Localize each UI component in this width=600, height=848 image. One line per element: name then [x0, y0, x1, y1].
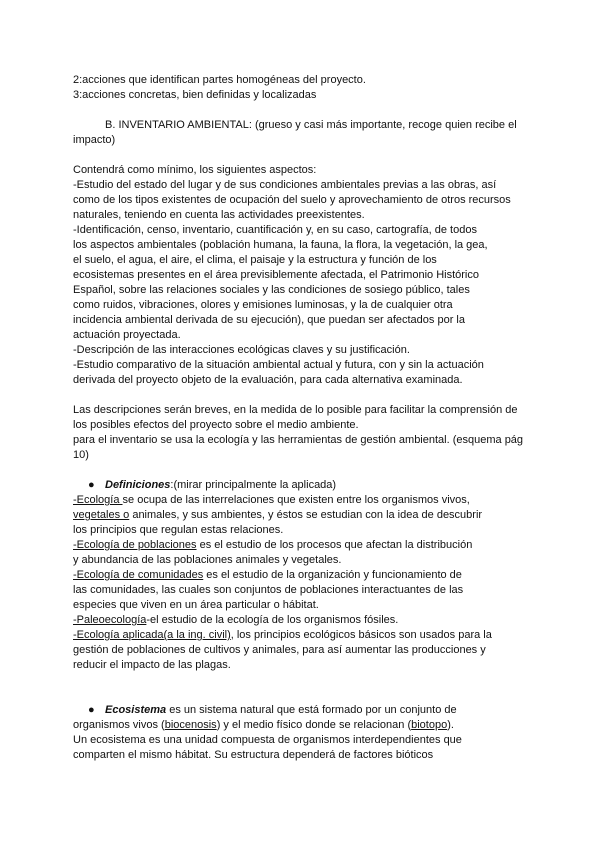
text-line: los aspectos ambientales (población humana, la fauna, la flora, la vegetación, la gea,: [73, 239, 488, 251]
text-line: Español, sobre las relaciones sociales y las condiciones de sosiego público, tales: [73, 284, 470, 296]
definition-line: [73, 538, 472, 553]
text-line: 3:acciones concretas, bien definidas y localizadas: [73, 89, 317, 101]
term-poblaciones: -Ecología de poblaciones: [73, 539, 197, 551]
bullet-icon: ●: [88, 704, 95, 716]
definition-line: reducir el impacto de las plagas.: [73, 659, 231, 671]
text-line: naturales, teniendo en cuenta las actividades preexistentes.: [73, 209, 365, 221]
definition-line: especies que viven en un área particular o hábitat.: [73, 599, 319, 611]
text-line: derivada del proyecto objeto de la evaluación, para cada alternativa examinada.: [73, 374, 463, 386]
term-biocenosis: biocenosis: [164, 719, 217, 731]
section-heading: B. INVENTARIO AMBIENTAL: (grueso y casi más importante, recoge quien recibe el: [105, 119, 517, 131]
text-line: actuación proyectada.: [73, 329, 181, 341]
definition-text: -el estudio de la ecología de los organismos fósiles.: [146, 614, 399, 626]
ecosistema-bullet-line: [88, 703, 457, 718]
text-line: -Descripción de las interacciones ecológicas claves y su justificación.: [73, 344, 410, 356]
ecosistema-line: comparten el mismo hábitat. Su estructura dependerá de factores bióticos: [73, 749, 434, 761]
definition-text: animales, y sus ambientes, y éstos se estudian con la idea de descubrir: [129, 509, 483, 521]
definition-line: gestión de poblaciones de cultivos y animales, para así aumentar las producciones y: [73, 644, 486, 656]
definition-text: ) y el medio físico donde se relacionan (: [216, 719, 412, 731]
term-biotopo: biotopo: [411, 719, 448, 731]
ecosistema-line: [73, 718, 454, 733]
definition-line: [73, 568, 462, 583]
term-vegetales: vegetales o: [73, 509, 130, 521]
definition-line: y abundancia de las poblaciones animales y vegetales.: [73, 554, 342, 566]
definition-text: ).: [447, 719, 454, 731]
definiciones-title: Definiciones: [105, 479, 171, 491]
text-line: como ruidos, vibraciones, olores y emisiones luminosas, y la de cualquier otra: [73, 299, 453, 311]
term-ecologia: -Ecología: [73, 494, 123, 506]
definition-text: , los principios ecológicos básicos son usados para la: [230, 629, 492, 641]
definition-line: [73, 613, 398, 628]
text-line: -Estudio del estado del lugar y de sus condiciones ambientales previas a las obras, así: [73, 179, 497, 191]
definiciones-bullet-line: [88, 478, 336, 493]
definition-line: [73, 493, 470, 508]
ecosistema-line: Un ecosistema es una unidad compuesta de organismos interdependientes que: [73, 734, 462, 746]
text-line: los posibles efectos del proyecto sobre el medio ambiente.: [73, 419, 359, 431]
text-line: el suelo, el agua, el aire, el clima, el paisaje y la estructura y función de los: [73, 254, 437, 266]
text-line: -Identificación, censo, inventario, cuantificación y, en su caso, cartografía, de todos: [73, 224, 477, 236]
definition-text: se ocupa de las interrelaciones que existen entre los organismos vivos,: [122, 494, 470, 506]
ecosistema-title: Ecosistema: [105, 704, 167, 716]
text-line: 2:acciones que identifican partes homogéneas del proyecto.: [73, 74, 366, 86]
text-line: 10): [73, 449, 89, 461]
definition-line: los principios que regulan estas relaciones.: [73, 524, 284, 536]
text-line: para el inventario se usa la ecología y las herramientas de gestión ambiental. (esquema pág: [73, 434, 524, 446]
text-line: Contendrá como mínimo, los siguientes aspectos:: [73, 164, 317, 176]
definition-text: organismos vivos (: [73, 719, 165, 731]
term-paleoecologia: -Paleoecología: [73, 614, 147, 626]
text-line: -Estudio comparativo de la situación ambiental actual y futura, con y sin la actuación: [73, 359, 484, 371]
term-aplicada: -Ecología aplicada(a la ing. civil): [73, 629, 231, 641]
term-comunidades: -Ecología de comunidades: [73, 569, 204, 581]
text-line: ecosistemas presentes en el área previsiblemente afectada, el Patrimonio Histórico: [73, 269, 479, 281]
section-heading-cont: impacto): [73, 134, 116, 146]
definition-text: es un sistema natural que está formado por un conjunto de: [166, 704, 457, 716]
definition-line: [73, 628, 492, 643]
text-line: como de los tipos existentes de ocupación del suelo y aprovechamiento de otros recursos: [73, 194, 511, 206]
definition-line: las comunidades, las cuales son conjuntos de poblaciones interactuantes de las: [73, 584, 464, 596]
text-line: Las descripciones serán breves, en la medida de lo posible para facilitar la comprensión de: [73, 404, 518, 416]
definition-text: es el estudio de la organización y funcionamiento de: [203, 569, 462, 581]
text-line: incidencia ambiental derivada de su ejecución), que puedan ser afectados por la: [73, 314, 465, 326]
definition-line: [73, 508, 482, 523]
bullet-icon: ●: [88, 479, 95, 491]
definition-text: es el estudio de los procesos que afectan la distribución: [196, 539, 473, 551]
definiciones-note: :(mirar principalmente la aplicada): [170, 479, 337, 491]
